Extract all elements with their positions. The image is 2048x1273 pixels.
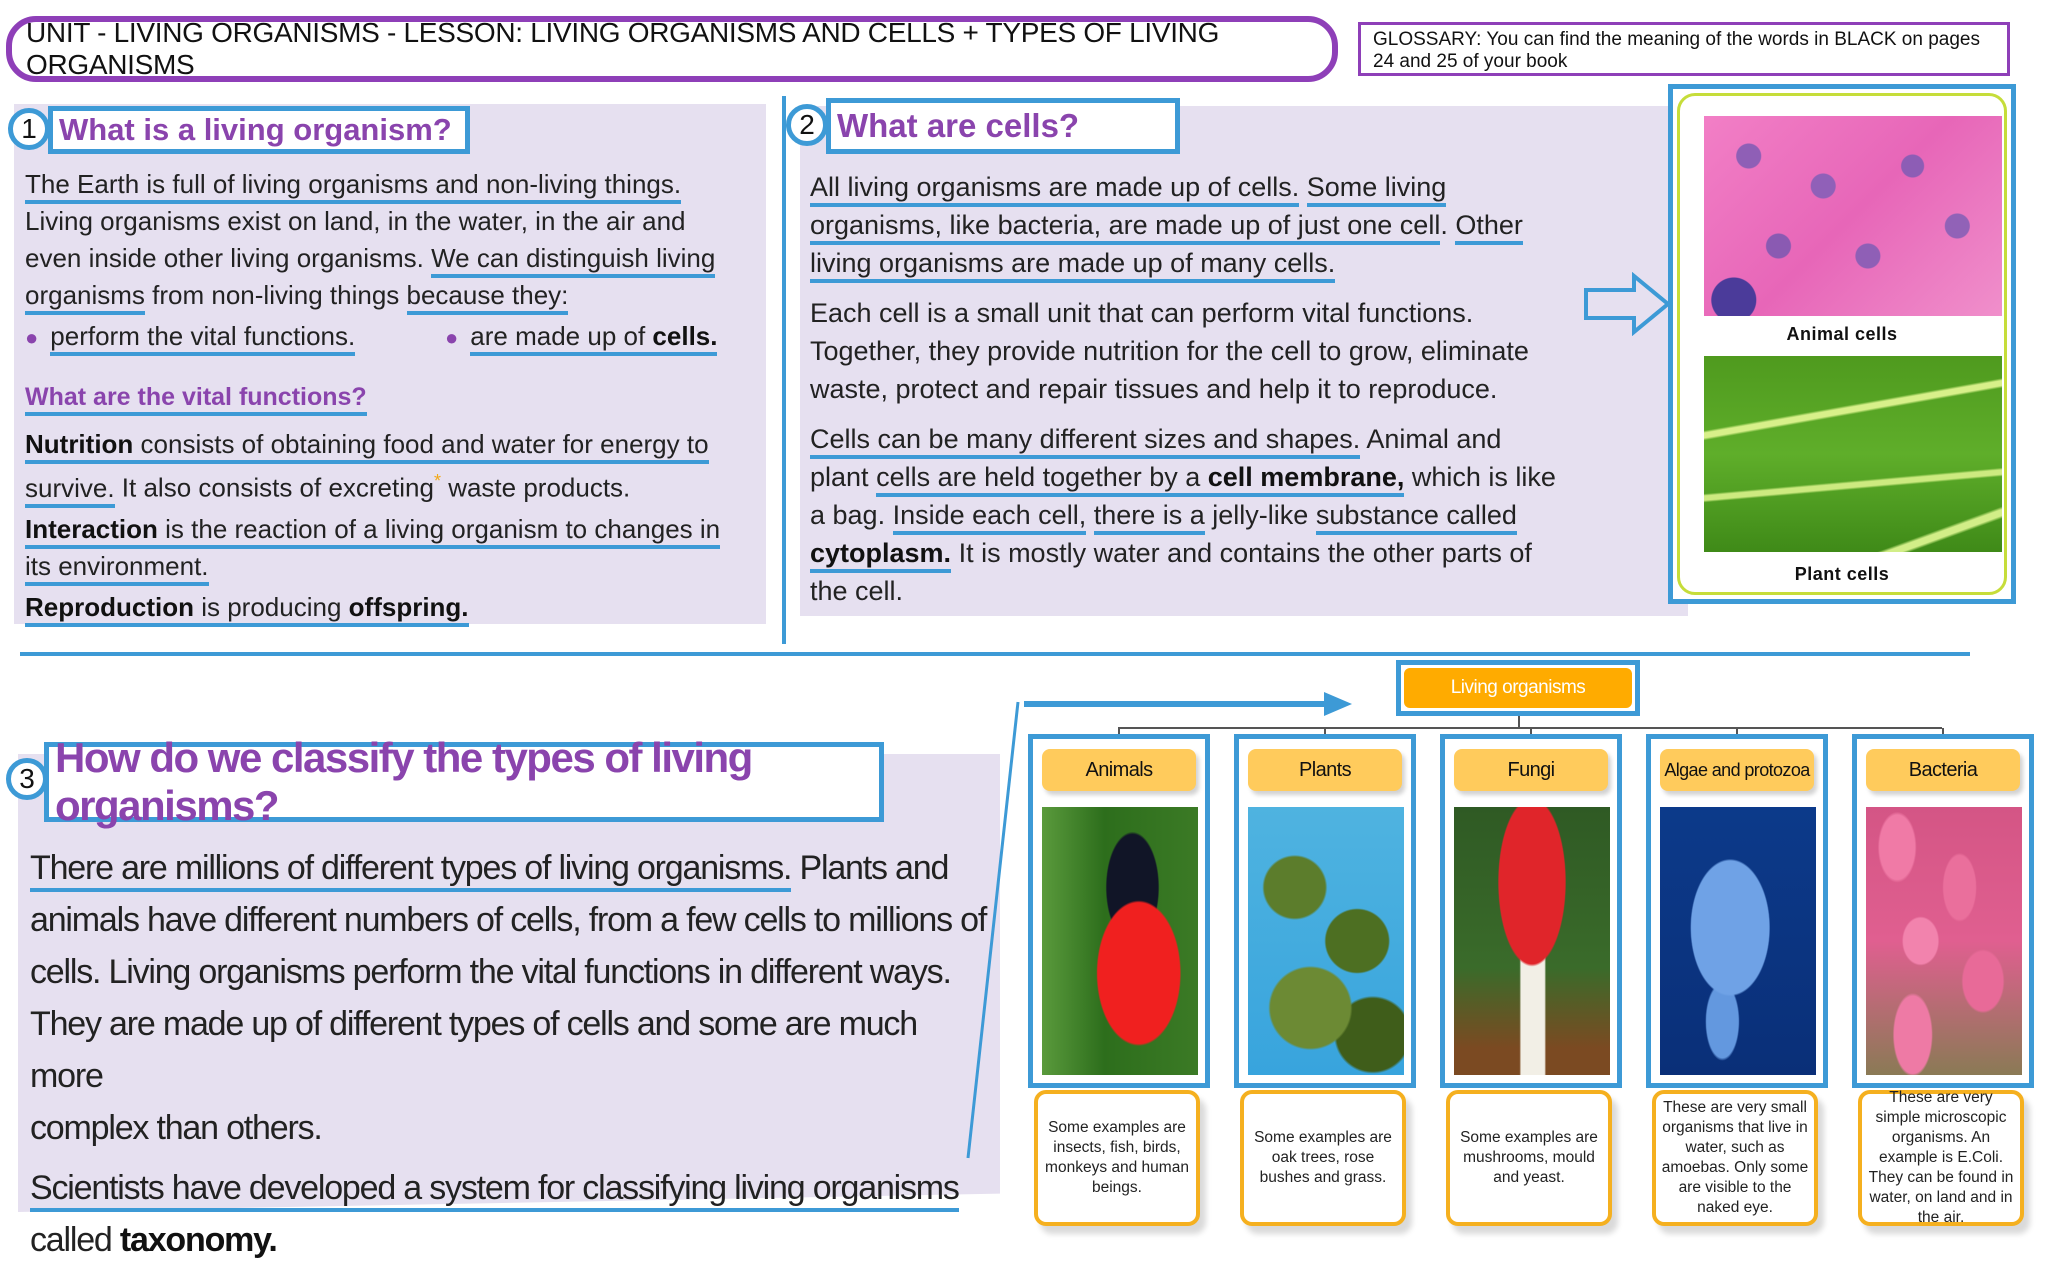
section2-heading-text: What are cells?	[837, 107, 1080, 144]
animal-cells-caption: Animal cells	[1786, 324, 1898, 344]
text-line: waste, protect and repair tissues and help it to reproduce.	[810, 374, 1498, 404]
term-taxonomy: taxonomy.	[119, 1221, 277, 1259]
text-line: .	[1440, 210, 1456, 240]
bacteria-image	[1866, 807, 2022, 1075]
category-description: Some examples are insects, fish, birds, monkeys and human beings.	[1034, 1090, 1200, 1226]
red-mushroom-image	[1454, 807, 1610, 1075]
asterisk-icon: *	[433, 471, 441, 491]
amoeba-image	[1660, 807, 1816, 1075]
text-line: organisms, like bacteria, are made up of just one cell	[810, 210, 1440, 245]
text-line: there is a	[1094, 500, 1205, 535]
text-line: We can distinguish living	[431, 243, 715, 278]
text-line: Animal and	[1360, 424, 1502, 454]
text-line: Together, they provide nutrition for the cell to grow, eliminate	[810, 336, 1529, 366]
section1-heading-text: What is a living organism?	[59, 112, 452, 147]
text-line: There are millions of different types of living organisms.	[30, 849, 791, 892]
text-line: because they:	[407, 280, 569, 315]
text-line: Other	[1455, 210, 1523, 245]
category-description: These are very simple microscopic organisms. An example is E.Coli. They can be found in water, on land and in the air.	[1858, 1090, 2024, 1226]
text-line: The Earth is full of living organisms and non-living things.	[25, 169, 681, 204]
text-line: the cell.	[810, 576, 904, 606]
term-interaction: Interaction	[25, 514, 158, 549]
text-line: substance called	[1316, 500, 1517, 535]
text-line	[1086, 500, 1094, 530]
section2-heading	[826, 98, 1180, 154]
text-line: cells. Living organisms perform the vital functions in different ways.	[30, 953, 951, 991]
section3-heading-text: How do we classify the types of living organisms?	[55, 734, 752, 829]
category-frame	[1440, 734, 1622, 1088]
text-line: even inside other living organisms.	[25, 243, 432, 273]
category-frame	[1646, 734, 1828, 1088]
text-line: It is mostly water and contains the other parts of	[951, 538, 1532, 568]
term-cytoplasm: cytoplasm.	[810, 538, 951, 573]
text-line: plant	[810, 462, 877, 492]
category-label: Fungi	[1454, 749, 1608, 791]
oak-leaves-image	[1248, 807, 1404, 1075]
bullet-item: are made up of cells.	[470, 321, 717, 356]
text-line: is the reaction of a living organism to changes in	[158, 514, 720, 549]
text-line: Each cell is a small unit that can perform vital functions.	[810, 298, 1474, 328]
text-line: complex than others.	[30, 1109, 322, 1147]
bullet-icon: ●	[445, 325, 459, 350]
column-divider	[782, 96, 786, 644]
vital-functions-subheading: What are the vital functions?	[25, 383, 367, 416]
term-reproduction: Reproduction	[25, 591, 194, 622]
lesson-title-text: UNIT - LIVING ORGANISMS - LESSON: LIVING ORGANISMS AND CELLS + TYPES OF LIVING ORGANISMS	[26, 17, 1220, 80]
section3-number-badge	[6, 758, 48, 800]
category-label: Plants	[1248, 749, 1402, 791]
category-description: Some examples are mushrooms, mould and yeast.	[1446, 1090, 1612, 1226]
text-line: jelly-like	[1204, 500, 1316, 530]
bullet-item: perform the vital functions.	[50, 321, 355, 356]
text-line: Living organisms exist on land, in the water, in the air and	[25, 206, 686, 236]
animal-cells-image	[1704, 116, 2002, 316]
section2-number: 2	[799, 109, 815, 140]
red-beetle-image	[1042, 807, 1198, 1075]
text-line: survive.	[25, 473, 115, 508]
category-label: Animals	[1042, 749, 1196, 791]
text-line: which is like	[1404, 462, 1556, 492]
category-frame	[1852, 734, 2034, 1088]
term-cell-membrane: cell membrane,	[1207, 462, 1405, 492]
text-line: living organisms are made up of many cells.	[810, 248, 1335, 283]
text-line: Scientists have developed a system for classifying living organisms	[30, 1169, 959, 1212]
section2-number-badge	[786, 104, 828, 146]
cells-image-frame	[1677, 93, 2007, 595]
section-divider	[20, 652, 1970, 656]
text-line: Inside each cell,	[893, 500, 1087, 535]
text-line: Plants and	[791, 849, 949, 887]
section1-heading	[48, 106, 470, 154]
plant-cells-caption: Plant cells	[1794, 564, 1890, 584]
text-line: All living organisms are made up of cells.	[810, 172, 1299, 207]
category-label: Algae and protozoa	[1660, 749, 1814, 791]
category-frame	[1028, 734, 1210, 1088]
section2-body: All living organisms are made up of cells. Some living organisms, like bacteria, are made up of just one cell. Other living organisms are made up of many cells. Each cell is a small unit that can perform vital functions. Together, they provide nutrition for the cell to grow, eliminate waste, protect and repair tissues and help it to reproduce. Cells can be many different sizes and shapes. Animal and plant cells are held together by a cell membrane, which is like a bag. Inside each cell, there is a jelly-like substance called cytoplasm. It is mostly water and contains the other parts of the cell.	[810, 172, 1556, 606]
arrow-right-icon	[1582, 272, 1672, 336]
text-line: a bag.	[810, 500, 893, 530]
plant-cells-image	[1704, 356, 2002, 552]
text-line: from non-living things	[144, 280, 407, 310]
text-line: animals have different numbers of cells, from a few cells to millions of	[30, 901, 987, 939]
bullet-icon: ●	[25, 325, 39, 350]
glossary-note: GLOSSARY: You can find the meaning of the words in BLACK on pages 24 and 25 of your book	[1358, 22, 2010, 76]
tree-root-box	[1396, 660, 1640, 716]
section3-heading	[44, 734, 884, 829]
text-line: Some living	[1307, 172, 1447, 207]
cells-image-card	[1668, 84, 2016, 604]
text-line: called	[30, 1221, 120, 1259]
section1-body: The Earth is full of living organisms and non-living things. Living organisms exist on land, in the water, in the air and even inside other living organisms. We can distinguish living organisms from non-living things because they: ● perform the vital functions. ● are made up of cells. What are the vital functions? Nutrition consists of obtaining food and water for energy to survive. It also consists of excreting* waste products. Interaction is the reaction of a living organism to changes in its environment. Reproduction is producing offspring.	[25, 166, 765, 626]
text-line: Cells can be many different sizes and shapes.	[810, 424, 1360, 459]
text-line: It also consists of excreting	[114, 472, 434, 503]
text-line: organisms	[25, 280, 145, 315]
tree-root-label: Living organisms	[1404, 668, 1632, 708]
text-line: waste products.	[440, 472, 631, 503]
category-frame	[1234, 734, 1416, 1088]
text-line: its environment.	[25, 551, 209, 586]
text-line: They are made up of different types of cells and some are much more	[30, 1005, 917, 1095]
section3-number: 3	[19, 763, 35, 794]
lesson-title	[6, 16, 1338, 82]
category-description: Some examples are oak trees, rose bushes and grass.	[1240, 1090, 1406, 1226]
section1-number-badge	[8, 108, 50, 150]
category-description: These are very small organisms that live in water, such as amoebas. Only some are visible to the naked eye.	[1652, 1090, 1818, 1226]
category-label: Bacteria	[1866, 749, 2020, 791]
section1-number: 1	[21, 113, 37, 144]
term-nutrition: Nutrition	[25, 429, 134, 459]
section3-body	[30, 842, 990, 1266]
